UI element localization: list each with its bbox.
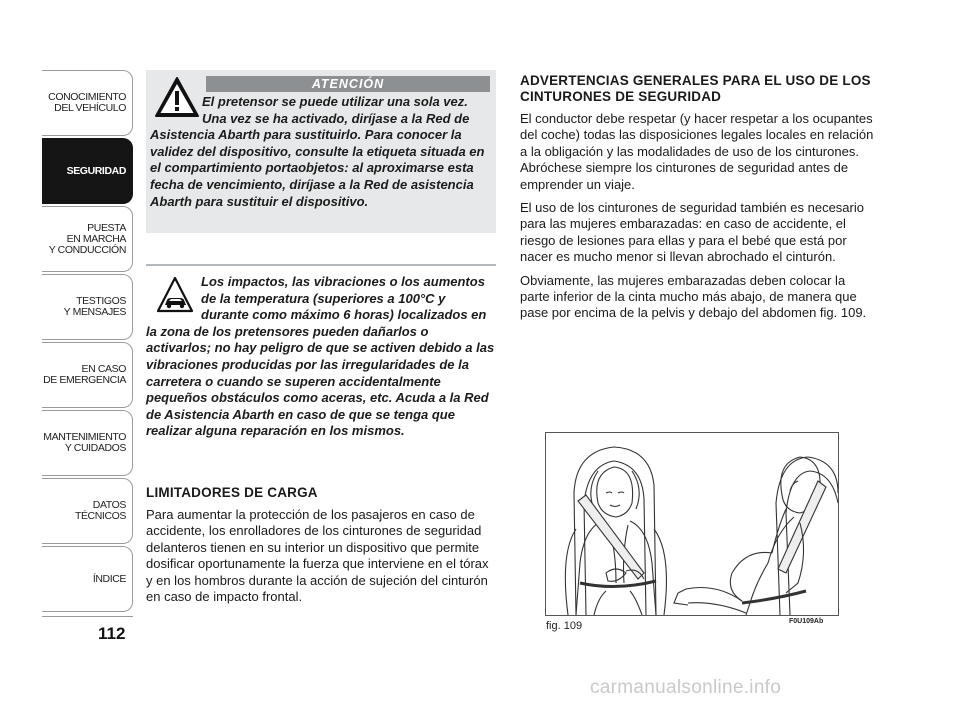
tab-conocimiento[interactable] — [42, 70, 133, 136]
watermark: carmanualsonline.info — [590, 677, 782, 698]
tab-label: MANTENIMIENTO Y CUIDADOS — [43, 431, 126, 454]
sidebar-divider — [42, 616, 133, 617]
load-limiters-heading: LIMITADORES DE CARGA — [146, 485, 318, 500]
tab-label: DATOS TÉCNICOS — [74, 499, 126, 522]
paragraph: El conductor debe respetar (y hacer respetar a los ocupantes del coche) todas las disposiciones legales locales en relación a la obligación y las modalidades de uso de los cinturones. Abróchese siempre los cinturones de seguridad antes de emprender un viaje. — [520, 111, 874, 192]
notice-text-block — [146, 274, 496, 440]
tab-indice[interactable] — [42, 546, 133, 612]
car-notice-icon — [156, 276, 194, 314]
paragraph: Obviamente, las mujeres embarazadas deben colocar la parte inferior de la cinta mucho más abajo, de manera que pase por encima de la pelvis y debajo del abdomen fig. 109. — [520, 272, 867, 321]
load-limiters-section — [146, 485, 496, 605]
load-limiters-text: Para aumentar la protección de los pasajeros en caso de accidente, los enrolladores de los cinturones de seguridad delanteros tienen en su interior un dispositivo que permite dosificar oportunamente la fuerza que interviene en el tórax y en los hombros durante la acción de sujeción del cinturón en caso de impacto frontal. — [146, 507, 489, 605]
tab-label: CONOCIMIENTO DEL VEHÍCULO — [48, 91, 126, 114]
pregnant-woman-seatbelt-illustration — [546, 433, 838, 615]
tab-puesta-en-marcha[interactable] — [42, 206, 133, 272]
figure-caption: fig. 109 — [546, 620, 583, 632]
warning-header: ATENCIÓN — [206, 76, 490, 92]
warning-text: El pretensor se puede utilizar una sola vez. Una vez se ha activado, diríjase a la Red de Asistencia Abarth para sustituirlo. Para conocer la validez del dispositivo, consulte la etiqueta situada en el compartimiento portaobjetos: al aproximarse esta fecha de vencimiento, diríjase a la Red de asistencia Abarth para sustituir el dispositivo. — [150, 94, 485, 209]
section-divider — [146, 264, 496, 266]
notice-block — [146, 274, 496, 440]
tab-testigos[interactable] — [42, 274, 133, 340]
warning-box — [146, 70, 496, 233]
tab-label: SEGURIDAD — [66, 164, 126, 177]
tab-label: PUESTA EN MARCHA Y CONDUCCIÓN — [48, 221, 126, 256]
page-number: 112 — [98, 624, 126, 643]
tab-label: TESTIGOS Y MENSAJES — [63, 295, 126, 318]
section-sidebar — [42, 70, 133, 614]
warning-text-block — [150, 94, 492, 210]
tab-seguridad[interactable] — [42, 138, 133, 204]
tab-label: EN CASO DE EMERGENCIA — [43, 363, 126, 386]
general-warnings-section — [520, 73, 875, 329]
general-warnings-heading: ADVERTENCIAS GENERALES PARA EL USO DE LOS CINTURONES DE SEGURIDAD — [520, 73, 871, 104]
tab-label: ÍNDICE — [92, 572, 126, 585]
notice-text: Los impactos, las vibraciones o los aumentos de la temperatura (superiores a 100°C y durante como máximo 6 horas) localizados en la zona de los pretensores pueden dañarlos o activarlos; no hay peligro de que se activen debido a las vibraciones producidas por las irregularidades de la carretera o cuando se superen accidentalmente pequeños obstáculos como aceras, etc. Acuda a la Red de Asistencia Abarth en caso de que se tenga que realizar alguna reparación en los mismos. — [146, 274, 495, 439]
figure-code: F0U109Ab — [789, 618, 824, 625]
figure-109 — [545, 432, 839, 616]
tab-mantenimiento[interactable] — [42, 410, 133, 476]
tab-datos-tecnicos[interactable] — [42, 478, 133, 544]
tab-emergencia[interactable] — [42, 342, 133, 408]
paragraph: El uso de los cinturones de seguridad también es necesario para las mujeres embarazadas: en caso de accidente, el riesgo de lesiones para ellas y para el bebé que está por nacer es mucho menor si llevan abrochado el cinturón. — [520, 200, 864, 265]
